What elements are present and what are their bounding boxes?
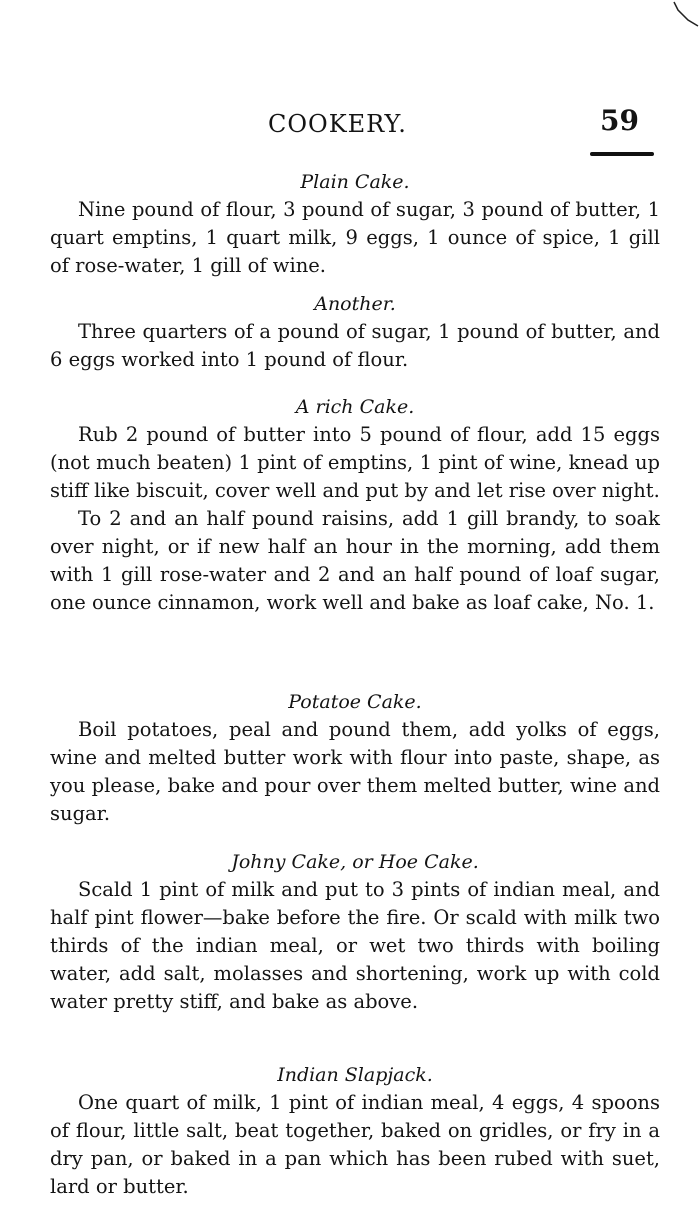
page-corner-mark bbox=[670, 0, 700, 40]
recipe-title: Johny Cake, or Hoe Cake. bbox=[231, 851, 479, 873]
recipe-potatoe-cake bbox=[50, 690, 660, 828]
recipe-title: A rich Cake. bbox=[295, 396, 415, 418]
recipe-title: Another. bbox=[314, 293, 396, 315]
recipe-text: Boil potatoes, peal and pound them, add yolks of eggs, wine and melted butter work with flour into paste, shape, as you please, bake and pour over them melted butter, wine and sugar. bbox=[50, 718, 660, 825]
recipe-rich-cake bbox=[50, 395, 660, 617]
recipe-another bbox=[50, 292, 660, 374]
recipe-plain-cake bbox=[50, 170, 660, 280]
page-number: 59 bbox=[600, 104, 639, 137]
running-title: COOKERY. bbox=[268, 110, 407, 138]
recipe-text: To 2 and an half pound raisins, add 1 gill brandy, to soak over night, or if new half an hour in the morning, add them with 1 gill rose-water and 2 and an half pound of loaf sugar, one ounce cinnamon, work well and bake as loaf cake, No. 1. bbox=[50, 507, 660, 614]
recipe-text: One quart of milk, 1 pint of indian meal, 4 eggs, 4 spoons of flour, little salt, beat together, baked on gridles, or fry in a dry pan, or baked in a pan which has been rubed with suet, lard or butter. bbox=[50, 1091, 660, 1198]
recipe-text: Scald 1 pint of milk and put to 3 pints of indian meal, and half pint flower—bake before the fire. Or scald with milk two thirds of the indian meal, or wet two thirds with boiling water, add salt, molasses and shortening, work up with cold water pretty stiff, and bake as above. bbox=[50, 878, 660, 1013]
recipe-title: Indian Slapjack. bbox=[277, 1064, 433, 1086]
recipe-text: Three quarters of a pound of sugar, 1 pound of butter, and 6 eggs worked into 1 pound of flour. bbox=[50, 320, 660, 371]
recipe-indian-slapjack bbox=[50, 1063, 660, 1201]
recipe-title: Potatoe Cake. bbox=[288, 691, 422, 713]
recipe-text: Rub 2 pound of butter into 5 pound of flour, add 15 eggs (not much beaten) 1 pint of emptins, 1 pint of wine, knead up stiff like biscuit, cover well and put by and let rise over night. bbox=[50, 423, 660, 502]
page-number-rule bbox=[590, 152, 654, 156]
recipe-johny-cake bbox=[50, 850, 660, 1016]
recipe-text: Nine pound of flour, 3 pound of sugar, 3 pound of butter, 1 quart emptins, 1 quart milk, 9 eggs, 1 ounce of spice, 1 gill of rose-water, 1 gill of wine. bbox=[50, 198, 660, 277]
recipe-title: Plain Cake. bbox=[300, 171, 410, 193]
page-header bbox=[0, 104, 700, 144]
